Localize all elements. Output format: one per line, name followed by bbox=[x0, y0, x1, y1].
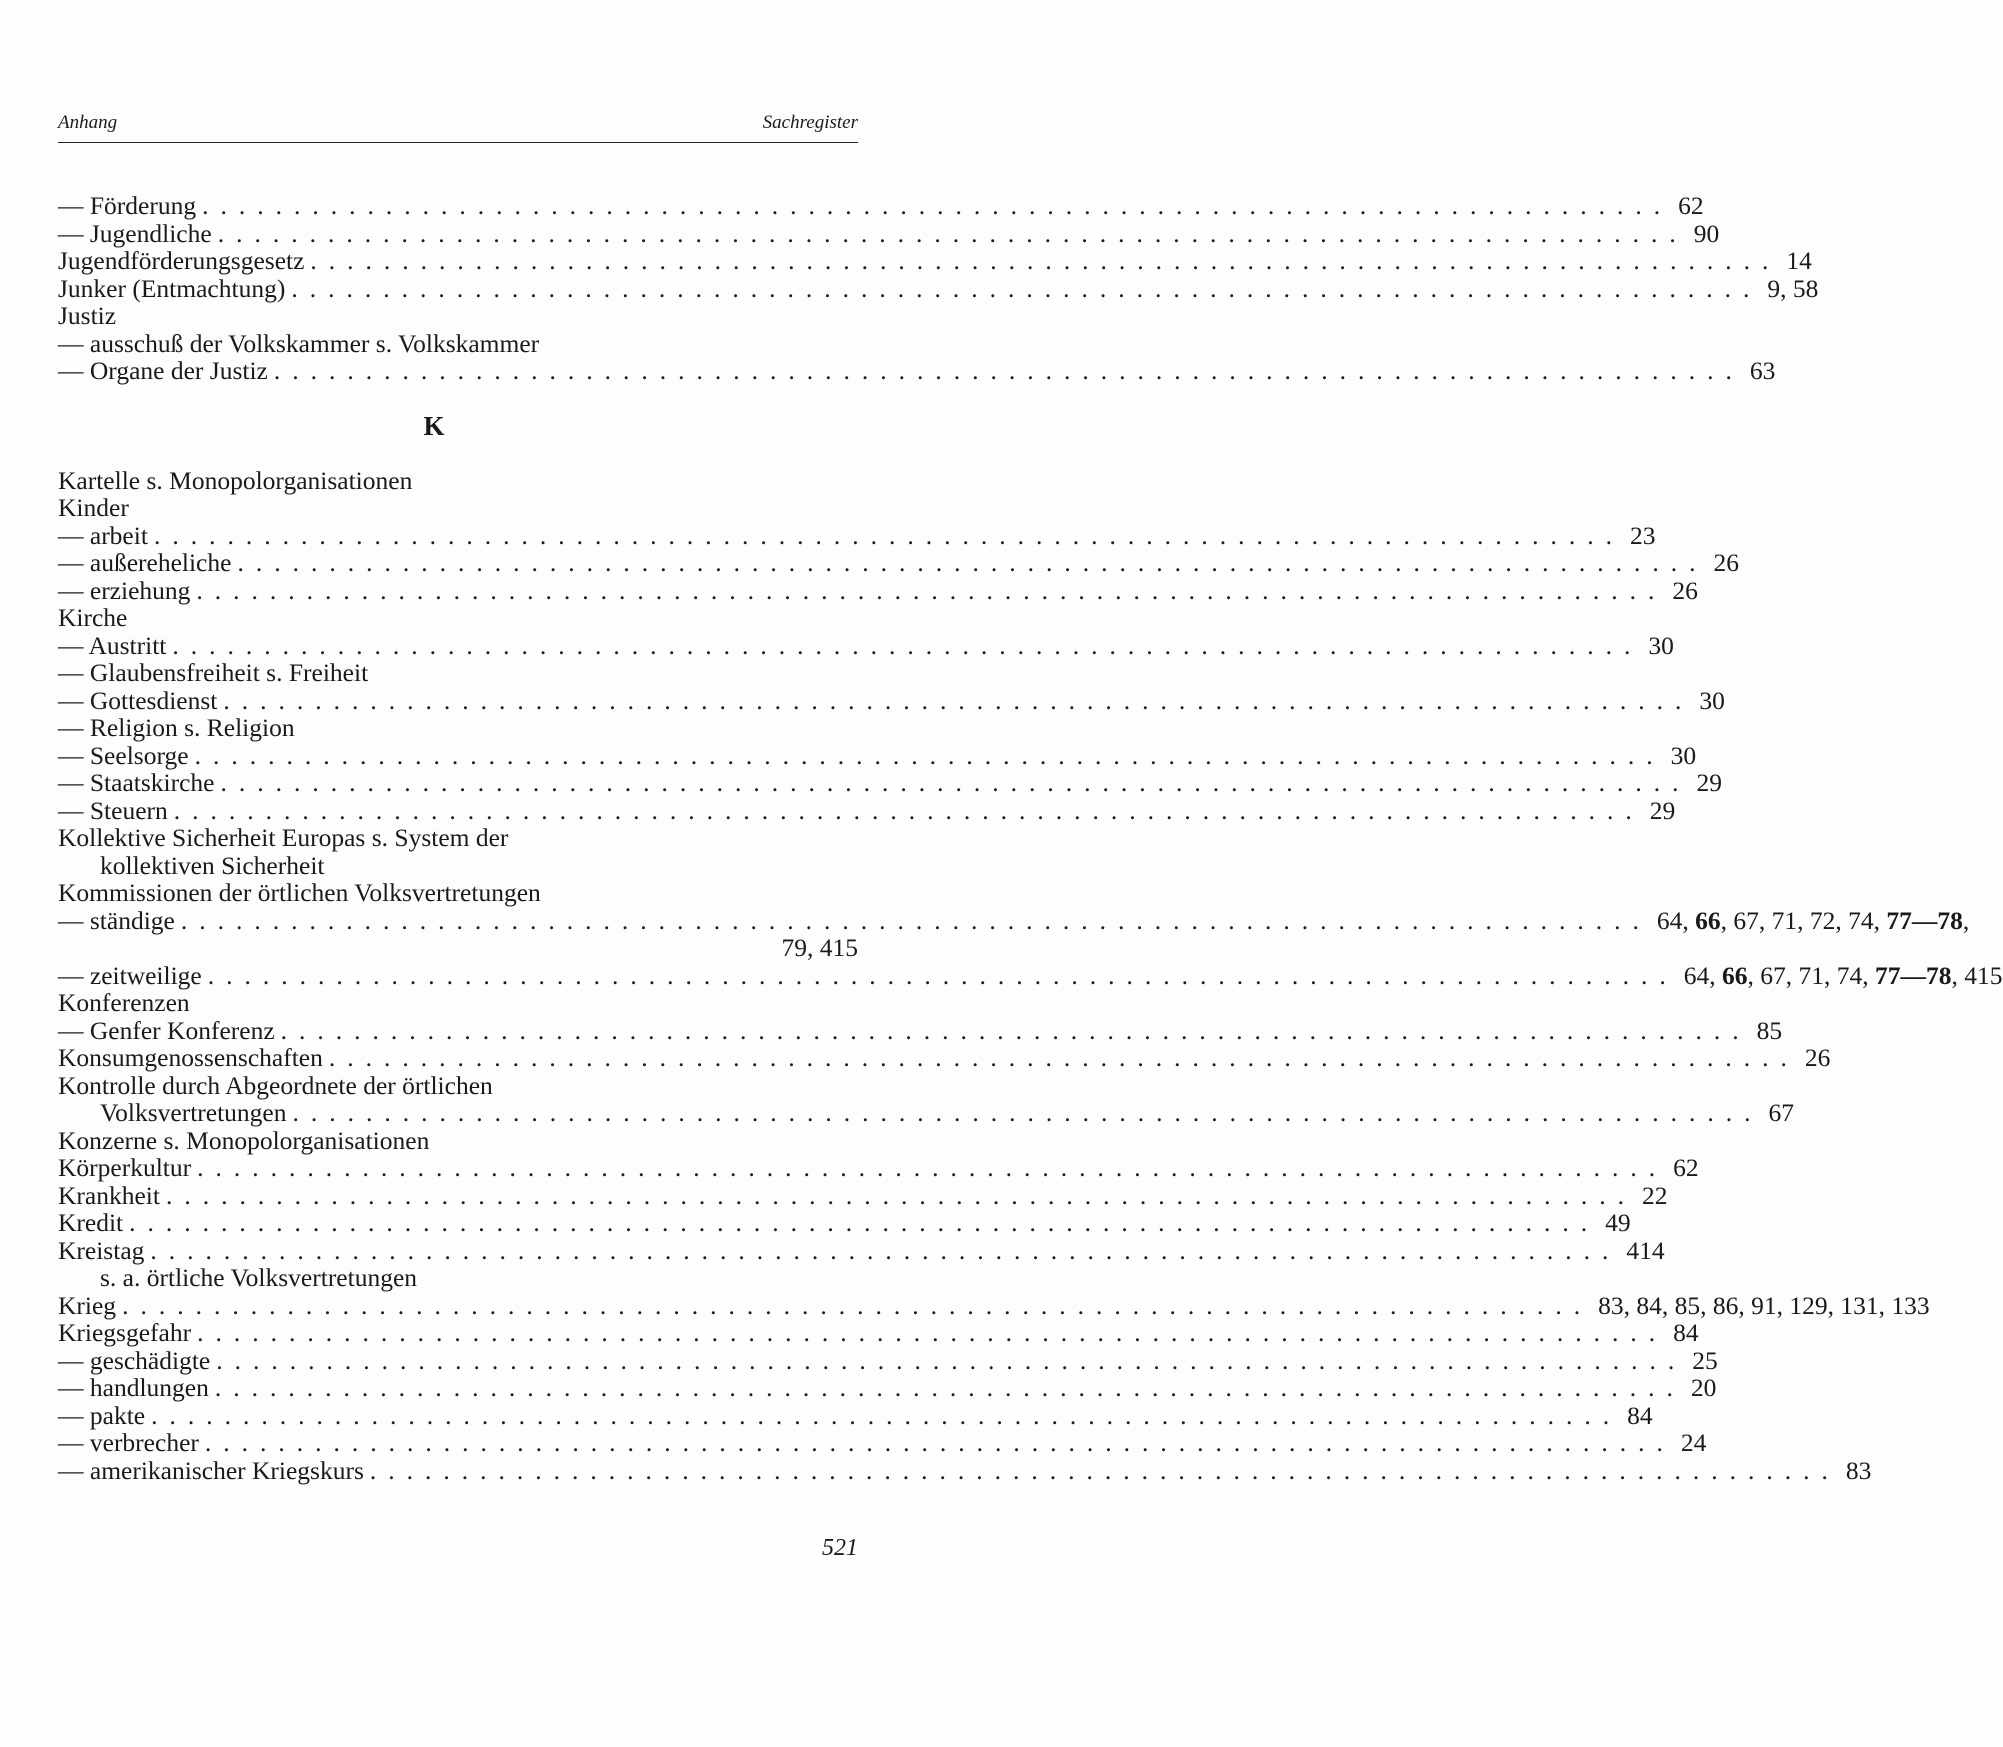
entry-term: Konferenzen bbox=[58, 988, 190, 1017]
entry-term: Körperkultur bbox=[58, 1153, 192, 1182]
index-entries bbox=[58, 191, 2003, 1485]
index-entry bbox=[58, 768, 1722, 797]
index-entry bbox=[58, 1318, 1699, 1347]
index-entry bbox=[58, 685, 1725, 715]
entry-term: Krankheit bbox=[58, 1180, 160, 1210]
entry-term: — pakte bbox=[58, 1400, 146, 1430]
dot-leader: ................................................................................ bbox=[151, 1400, 1622, 1430]
entry-term: Kollektive Sicherheit Europas s. System der bbox=[58, 823, 509, 852]
index-entry bbox=[58, 548, 1739, 577]
index-group-k bbox=[58, 465, 2003, 1485]
section-letter-heading: K bbox=[423, 410, 445, 441]
index-entry bbox=[58, 356, 1776, 385]
entry-term: — arbeit bbox=[58, 520, 148, 550]
index-entry bbox=[58, 659, 858, 687]
index-entry bbox=[58, 1373, 1717, 1402]
dot-leader: ................................................................................ bbox=[172, 630, 1643, 660]
entry-pages: 29 bbox=[1696, 768, 1722, 797]
index-entry bbox=[58, 1455, 1872, 1485]
entry-pages: 67 bbox=[1768, 1098, 1794, 1127]
entry-term: — Austritt bbox=[58, 630, 167, 660]
index-entry bbox=[58, 1098, 1794, 1127]
entry-pages: 26 bbox=[1713, 548, 1739, 577]
entry-term: Krieg bbox=[58, 1290, 117, 1320]
entry-term: — erziehung bbox=[58, 575, 191, 605]
running-head-right: Sachregister bbox=[762, 112, 858, 133]
entry-term: Kontrolle durch Abgeordnete der örtlichen bbox=[58, 1070, 493, 1100]
dot-leader: ................................................................................ bbox=[150, 1235, 1621, 1265]
entry-pages: 20 bbox=[1690, 1373, 1717, 1402]
index-entry bbox=[58, 740, 1697, 770]
entry-term: Kredit bbox=[58, 1208, 124, 1237]
dot-leader: ................................................................................ bbox=[220, 768, 1691, 797]
dot-leader: ................................................................................ bbox=[196, 575, 1667, 605]
entry-pages: 62 bbox=[1673, 1153, 1699, 1182]
entry-pages: 63 bbox=[1749, 356, 1776, 385]
dot-leader: ................................................................................ bbox=[214, 1373, 1685, 1402]
index-group-j bbox=[58, 191, 1819, 385]
entry-pages: 25 bbox=[1692, 1345, 1718, 1375]
entry-pages: 64, 66, 67, 71, 72, 74, 77—78, bbox=[1656, 905, 1970, 935]
dot-leader: ................................................................................ bbox=[197, 1153, 1668, 1182]
entry-term: Jugendförderungsgesetz bbox=[58, 246, 305, 275]
index-entry bbox=[58, 604, 858, 632]
dot-leader: ................................................................................ bbox=[197, 1318, 1668, 1347]
header-rule bbox=[58, 142, 858, 143]
dot-leader: ................................................................................ bbox=[153, 520, 1624, 550]
index-entry bbox=[58, 934, 858, 962]
entry-term: — zeitweilige bbox=[58, 960, 202, 990]
dot-leader: ................................................................................ bbox=[216, 1345, 1687, 1375]
index-entry bbox=[58, 218, 1720, 248]
index-entry bbox=[58, 852, 858, 880]
index-entry bbox=[58, 246, 1812, 275]
index-entry bbox=[58, 1264, 858, 1292]
index-entry bbox=[58, 520, 1656, 550]
entry-pages: 64, 66, 67, 71, 74, 77—78, 415 bbox=[1683, 960, 2003, 990]
entry-term: — geschädigte bbox=[58, 1345, 211, 1375]
dot-leader: ................................................................................ bbox=[280, 1015, 1751, 1045]
entry-pages: 79, 415 bbox=[781, 933, 858, 962]
index-entry bbox=[58, 1180, 1668, 1210]
entry-term: — Seelsorge bbox=[58, 740, 189, 770]
dot-leader: ................................................................................ bbox=[273, 356, 1744, 385]
dot-leader: ................................................................................ bbox=[328, 1043, 1799, 1072]
index-entry bbox=[58, 1127, 858, 1155]
entry-term: — Staatskirche bbox=[58, 768, 215, 797]
dot-leader: ................................................................................ bbox=[173, 795, 1644, 825]
index-entry bbox=[58, 1345, 1718, 1375]
entry-term: — ständige bbox=[58, 905, 175, 935]
entry-pages: 24 bbox=[1680, 1428, 1707, 1457]
entry-term: s. a. örtliche Volksvertretungen bbox=[100, 1263, 418, 1292]
dot-leader: ................................................................................ bbox=[122, 1290, 1593, 1320]
index-entry bbox=[58, 1400, 1653, 1430]
dot-leader: ................................................................................ bbox=[165, 1180, 1636, 1210]
entry-term: Kartelle s. Monopolorganisationen bbox=[58, 465, 413, 495]
entry-pages: 30 bbox=[1648, 630, 1674, 660]
entry-pages: 30 bbox=[1670, 740, 1697, 770]
dot-leader: ................................................................................ bbox=[129, 1208, 1600, 1237]
entry-term: Junker (Entmachtung) bbox=[58, 273, 286, 303]
entry-term: — Organe der Justiz bbox=[58, 356, 268, 385]
index-entry bbox=[58, 1072, 858, 1100]
entry-term: Konsumgenossenschaften bbox=[58, 1043, 323, 1072]
entry-term: Konzerne s. Monopolorganisationen bbox=[58, 1125, 430, 1155]
dot-leader: ................................................................................ bbox=[204, 1428, 1675, 1457]
entry-term: Kreistag bbox=[58, 1235, 145, 1265]
page-number: 521 bbox=[822, 1535, 858, 1561]
entry-term: — Gottesdienst bbox=[58, 685, 218, 715]
index-entry bbox=[58, 1290, 1930, 1320]
entry-pages: 22 bbox=[1641, 1180, 1668, 1210]
dot-leader: ................................................................................ bbox=[207, 960, 1678, 990]
dot-leader: ................................................................................ bbox=[180, 905, 1651, 935]
entry-pages: 83 bbox=[1845, 1455, 1872, 1485]
index-entry bbox=[58, 1235, 1665, 1265]
dot-leader: ................................................................................ bbox=[369, 1455, 1840, 1485]
entry-term: — Jugendliche bbox=[58, 218, 212, 248]
entry-term: — ausschuß der Volkskammer s. Volkskammer bbox=[58, 328, 540, 358]
index-entry bbox=[58, 989, 858, 1017]
entry-term: Kinder bbox=[58, 493, 129, 522]
entry-term: Kirche bbox=[58, 603, 128, 632]
index-entry bbox=[58, 575, 1698, 605]
entry-term: — Genfer Konferenz bbox=[58, 1015, 275, 1045]
index-entry bbox=[58, 273, 1819, 303]
entry-pages: 14 bbox=[1786, 246, 1812, 275]
entry-term: — Religion s. Religion bbox=[58, 713, 295, 742]
entry-term: — Förderung bbox=[58, 191, 197, 220]
entry-pages: 84 bbox=[1627, 1400, 1653, 1430]
dot-leader: ................................................................................ bbox=[291, 273, 1762, 303]
running-head-left: Anhang bbox=[58, 112, 118, 133]
entry-pages: 84 bbox=[1673, 1318, 1699, 1347]
index-entry bbox=[58, 330, 858, 358]
entry-term: — Glaubensfreiheit s. Freiheit bbox=[58, 658, 369, 687]
index-entry bbox=[58, 191, 1704, 220]
index-entry bbox=[58, 795, 1676, 825]
index-entry bbox=[58, 302, 858, 330]
index-entry bbox=[58, 467, 858, 495]
index-entry bbox=[58, 1015, 1783, 1045]
index-entry bbox=[58, 824, 858, 852]
index-entry bbox=[58, 1428, 1707, 1457]
entry-pages: 30 bbox=[1699, 685, 1725, 715]
entry-pages: 26 bbox=[1672, 575, 1698, 605]
dot-leader: ................................................................................ bbox=[310, 246, 1781, 275]
entry-term: — handlungen bbox=[58, 1373, 209, 1402]
dot-leader: ................................................................................ bbox=[202, 191, 1673, 220]
entry-term: Kriegsgefahr bbox=[58, 1318, 192, 1347]
index-entry bbox=[58, 1208, 1631, 1237]
index-entry bbox=[58, 494, 858, 522]
entry-pages: 9, 58 bbox=[1767, 273, 1819, 303]
index-entry bbox=[58, 714, 858, 742]
entry-pages: 26 bbox=[1804, 1043, 1831, 1072]
entry-pages: 29 bbox=[1649, 795, 1676, 825]
entry-term: Justiz bbox=[58, 301, 117, 330]
entry-term: — Steuern bbox=[58, 795, 168, 825]
entry-pages: 49 bbox=[1605, 1208, 1631, 1237]
entry-pages: 83, 84, 85, 86, 91, 129, 131, 133 bbox=[1598, 1290, 1930, 1320]
entry-pages: 90 bbox=[1693, 218, 1720, 248]
dot-leader: ................................................................................ bbox=[223, 685, 1694, 715]
dot-leader: ................................................................................ bbox=[237, 548, 1708, 577]
index-entry bbox=[58, 905, 1970, 935]
index-entry bbox=[58, 879, 858, 907]
entry-pages: 23 bbox=[1629, 520, 1656, 550]
entry-term: — verbrecher bbox=[58, 1428, 199, 1457]
dot-leader: ................................................................................ bbox=[292, 1098, 1763, 1127]
entry-term: — amerikanischer Kriegskurs bbox=[58, 1455, 364, 1485]
entry-term: — außereheliche bbox=[58, 548, 232, 577]
index-entry bbox=[58, 1043, 1831, 1072]
index-entry bbox=[58, 1153, 1699, 1182]
entry-pages: 85 bbox=[1756, 1015, 1783, 1045]
index-entry bbox=[58, 960, 2003, 990]
dot-leader: ................................................................................ bbox=[194, 740, 1665, 770]
dot-leader: ................................................................................ bbox=[217, 218, 1688, 248]
entry-pages: 62 bbox=[1678, 191, 1704, 220]
index-entry bbox=[58, 630, 1674, 660]
entry-term: Kommissionen der örtlichen Volksvertretungen bbox=[58, 878, 541, 907]
entry-term: kollektiven Sicherheit bbox=[100, 850, 325, 880]
entry-term: Volksvertretungen bbox=[100, 1098, 287, 1127]
entry-pages: 414 bbox=[1626, 1235, 1665, 1265]
